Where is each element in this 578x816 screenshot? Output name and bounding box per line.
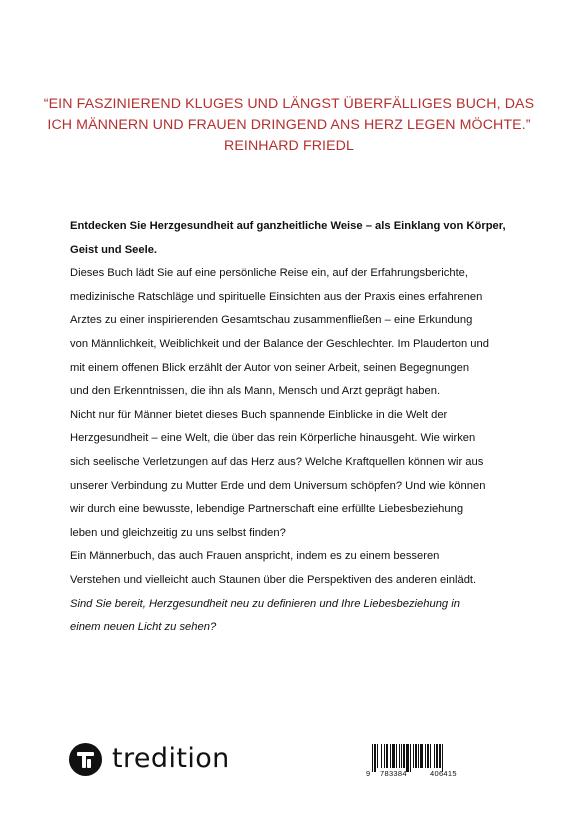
barcode-bar xyxy=(434,744,435,768)
quote-line-2: ICH MÄNNERN UND FRAUEN DRINGEND ANS HERZ LEGEN MÖCHTE.” xyxy=(47,117,531,133)
isbn-barcode xyxy=(364,744,468,780)
publisher-logo xyxy=(69,742,230,776)
barcode-bar xyxy=(442,744,443,772)
blurb-line: Verstehen und vielleicht auch Staunen über die Perspektiven des anderen einlädt. xyxy=(70,573,477,586)
barcode-bar xyxy=(390,744,391,768)
blurb-headline-line-1: Entdecken Sie Herzgesundheit auf ganzheitliche Weise – als Einklang von Körper, xyxy=(70,220,506,232)
blurb-line: Arztes zu einer inspirierenden Gesamtschau zusammenfließen – eine Erkundung xyxy=(70,314,473,327)
book-blurb xyxy=(70,215,510,640)
quote-line-1: “EIN FASZINIEREND KLUGES UND LÄNGST ÜBERFÄLLIGES BUCH, DAS xyxy=(43,96,535,112)
barcode-bar xyxy=(425,744,426,768)
blurb-line: wir durch eine bewusste, lebendige Partnerschaft eine erfüllte Liebesbeziehung xyxy=(70,503,464,516)
blurb-line: leben und gleichzeitig zu uns selbst finden? xyxy=(70,526,286,539)
publisher-name: tredition xyxy=(112,743,230,774)
blurb-line: Nicht nur für Männer bietet dieses Buch spannende Einblicke in die Welt der xyxy=(70,408,448,421)
endorsement-quote xyxy=(20,94,558,157)
barcode-digits-left: 783384 xyxy=(380,769,407,778)
barcode-bar xyxy=(381,744,382,768)
barcode-bar xyxy=(430,744,431,768)
barcode-bar xyxy=(384,744,385,768)
barcode-bar xyxy=(396,744,397,768)
barcode-bar xyxy=(415,744,417,768)
barcode-digits-right: 406415 xyxy=(430,769,457,778)
barcode-bar xyxy=(399,744,400,768)
blurb-line: sich seelische Verletzungen auf das Herz aus? Welche Kraftquellen können wir aus xyxy=(70,455,484,468)
barcode-bar xyxy=(436,744,438,768)
barcode-bar xyxy=(406,744,409,772)
barcode-bars xyxy=(372,744,443,772)
barcode-bar xyxy=(439,744,441,768)
blurb-line: Herzgesundheit – eine Welt, die über das rein Körperliche hinausgeht. Wie wirken xyxy=(70,432,476,445)
blurb-line: mit einem offenen Blick erzählt der Autor von seiner Arbeit, seinen Begegnungen xyxy=(70,361,470,374)
barcode-bar xyxy=(372,744,373,772)
blurb-closing-question-line-2: einem neuen Licht zu sehen? xyxy=(70,621,217,634)
blurb-line: Ein Männerbuch, das auch Frauen anspricht, indem es zu einem besseren xyxy=(70,550,440,563)
barcode-bar xyxy=(418,744,419,768)
quote-attribution: REINHARD FRIEDL xyxy=(224,138,354,154)
blurb-closing-question-line-1: Sind Sie bereit, Herzgesundheit neu zu definieren und Ihre Liebesbeziehung in xyxy=(70,597,460,610)
blurb-headline-line-2: Geist und Seele. xyxy=(70,243,158,256)
barcode-bar xyxy=(392,744,395,768)
barcode-bar xyxy=(413,744,414,768)
blurb-line: medizinische Ratschläge und spirituelle Einsichten aus der Praxis eines erfahrenen xyxy=(70,290,483,303)
barcode-bar xyxy=(403,744,405,768)
barcode-bar xyxy=(374,744,376,772)
blurb-line: und den Erkenntnissen, die ihn als Mann, Mensch und Arzt geprägt haben. xyxy=(70,385,441,398)
barcode-bar xyxy=(420,744,423,768)
barcode-digit-first: 9 xyxy=(366,769,371,778)
barcode-bar xyxy=(401,744,402,768)
barcode-bar xyxy=(386,744,388,768)
blurb-line: unserer Verbindung zu Mutter Erde und dem Universum schöpfen? Und wie können xyxy=(70,479,486,492)
barcode-bar xyxy=(410,744,411,772)
blurb-line: Dieses Buch lädt Sie auf eine persönliche Reise ein, auf der Erfahrungsberichte, xyxy=(70,267,469,280)
barcode-bar xyxy=(427,744,429,768)
tredition-t-icon xyxy=(69,743,102,776)
blurb-line: von Männlichkeit, Weiblichkeit und der Balance der Geschlechter. Im Plauderton und xyxy=(70,337,489,350)
barcode-bar xyxy=(377,744,378,768)
